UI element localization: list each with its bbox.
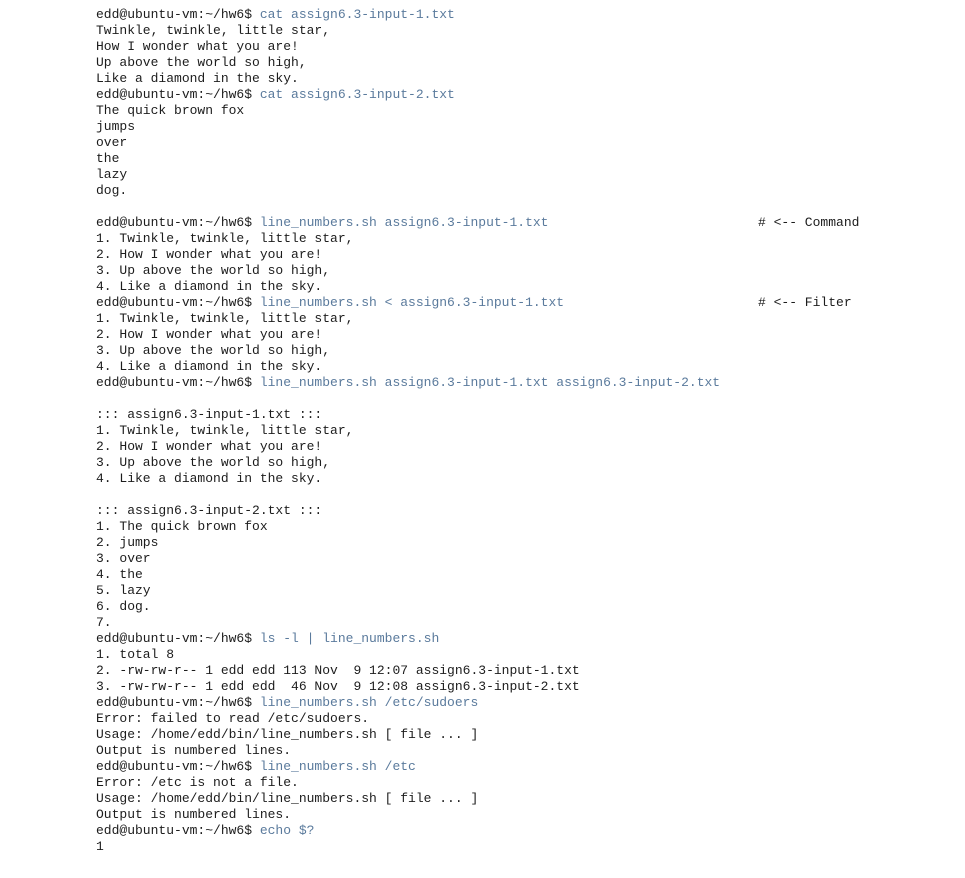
- output-line: 1. The quick brown fox: [96, 519, 268, 534]
- command-comment: # <-- Filter: [758, 295, 852, 310]
- command-text: line_numbers.sh /etc: [259, 759, 416, 774]
- output-line: 1. Twinkle, twinkle, little star,: [96, 423, 354, 438]
- output-line: 5. lazy: [96, 583, 151, 598]
- command-line: [96, 295, 956, 311]
- output-line: [96, 199, 956, 215]
- output-line: 3. -rw-rw-r-- 1 edd edd 46 Nov 9 12:08 assign6.3-input-2.txt: [96, 679, 580, 694]
- output-line: 1. total 8: [96, 647, 175, 662]
- output-line: 3. over: [96, 551, 151, 566]
- output-line: [96, 391, 956, 407]
- command-line: [96, 215, 956, 231]
- shell-prompt: edd@ubuntu-vm:~/hw6$: [96, 823, 260, 838]
- command-text: ls -l | line_numbers.sh: [259, 631, 440, 646]
- output-line: Output is numbered lines.: [96, 807, 292, 822]
- output-line: 2. How I wonder what you are!: [96, 247, 323, 262]
- output-line: [96, 487, 956, 503]
- shell-prompt: edd@ubuntu-vm:~/hw6$: [96, 375, 260, 390]
- command-line: [96, 695, 956, 711]
- command-text: line_numbers.sh assign6.3-input-1.txt assign6.3-input-2.txt: [259, 375, 721, 390]
- output-line: jumps: [96, 119, 136, 134]
- output-line: 2. jumps: [96, 535, 159, 550]
- output-line: lazy: [96, 167, 128, 182]
- output-line: How I wonder what you are!: [96, 39, 299, 54]
- output-line: 3. Up above the world so high,: [96, 455, 331, 470]
- output-line: Error: failed to read /etc/sudoers.: [96, 711, 370, 726]
- shell-prompt: edd@ubuntu-vm:~/hw6$: [96, 295, 260, 310]
- output-line: 4. Like a diamond in the sky.: [96, 359, 323, 374]
- output-line: Usage: /home/edd/bin/line_numbers.sh [ file ... ]: [96, 791, 479, 806]
- output-line: 3. Up above the world so high,: [96, 263, 331, 278]
- output-line: ::: assign6.3-input-1.txt :::: [96, 407, 323, 422]
- output-line: Up above the world so high,: [96, 55, 307, 70]
- command-text: cat assign6.3-input-2.txt: [259, 87, 455, 102]
- command-comment: # <-- Command: [758, 215, 860, 230]
- output-line: 2. -rw-rw-r-- 1 edd edd 113 Nov 9 12:07 assign6.3-input-1.txt: [96, 663, 580, 678]
- output-line: The quick brown fox: [96, 103, 245, 118]
- output-line: 4. Like a diamond in the sky.: [96, 279, 323, 294]
- output-line: 4. Like a diamond in the sky.: [96, 471, 323, 486]
- command-text: cat assign6.3-input-1.txt: [259, 7, 455, 22]
- command-text: echo $?: [259, 823, 315, 838]
- command-text: line_numbers.sh /etc/sudoers: [259, 695, 479, 710]
- terminal-output[interactable]: [96, 7, 956, 855]
- output-line: Like a diamond in the sky.: [96, 71, 299, 86]
- output-line: the: [96, 151, 120, 166]
- shell-prompt: edd@ubuntu-vm:~/hw6$: [96, 7, 260, 22]
- output-line: 1: [96, 839, 104, 854]
- output-line: 2. How I wonder what you are!: [96, 327, 323, 342]
- output-line: over: [96, 135, 128, 150]
- command-line: [96, 631, 956, 647]
- command-line: [96, 87, 956, 103]
- output-line: 6. dog.: [96, 599, 151, 614]
- command-line: [96, 7, 956, 23]
- shell-prompt: edd@ubuntu-vm:~/hw6$: [96, 631, 260, 646]
- command-text: line_numbers.sh assign6.3-input-1.txt: [259, 215, 549, 230]
- output-line: Error: /etc is not a file.: [96, 775, 299, 790]
- command-line: [96, 375, 956, 391]
- output-line: Usage: /home/edd/bin/line_numbers.sh [ file ... ]: [96, 727, 479, 742]
- command-text: line_numbers.sh < assign6.3-input-1.txt: [259, 295, 565, 310]
- command-line: [96, 823, 956, 839]
- output-line: 1. Twinkle, twinkle, little star,: [96, 311, 354, 326]
- shell-prompt: edd@ubuntu-vm:~/hw6$: [96, 87, 260, 102]
- output-line: 1. Twinkle, twinkle, little star,: [96, 231, 354, 246]
- output-line: dog.: [96, 183, 128, 198]
- output-line: ::: assign6.3-input-2.txt :::: [96, 503, 323, 518]
- output-line: 4. the: [96, 567, 143, 582]
- output-line: Output is numbered lines.: [96, 743, 292, 758]
- command-line: [96, 759, 956, 775]
- output-line: 2. How I wonder what you are!: [96, 439, 323, 454]
- output-line: Twinkle, twinkle, little star,: [96, 23, 331, 38]
- shell-prompt: edd@ubuntu-vm:~/hw6$: [96, 215, 260, 230]
- shell-prompt: edd@ubuntu-vm:~/hw6$: [96, 759, 260, 774]
- output-line: 3. Up above the world so high,: [96, 343, 331, 358]
- shell-prompt: edd@ubuntu-vm:~/hw6$: [96, 695, 260, 710]
- output-line: 7.: [96, 615, 112, 630]
